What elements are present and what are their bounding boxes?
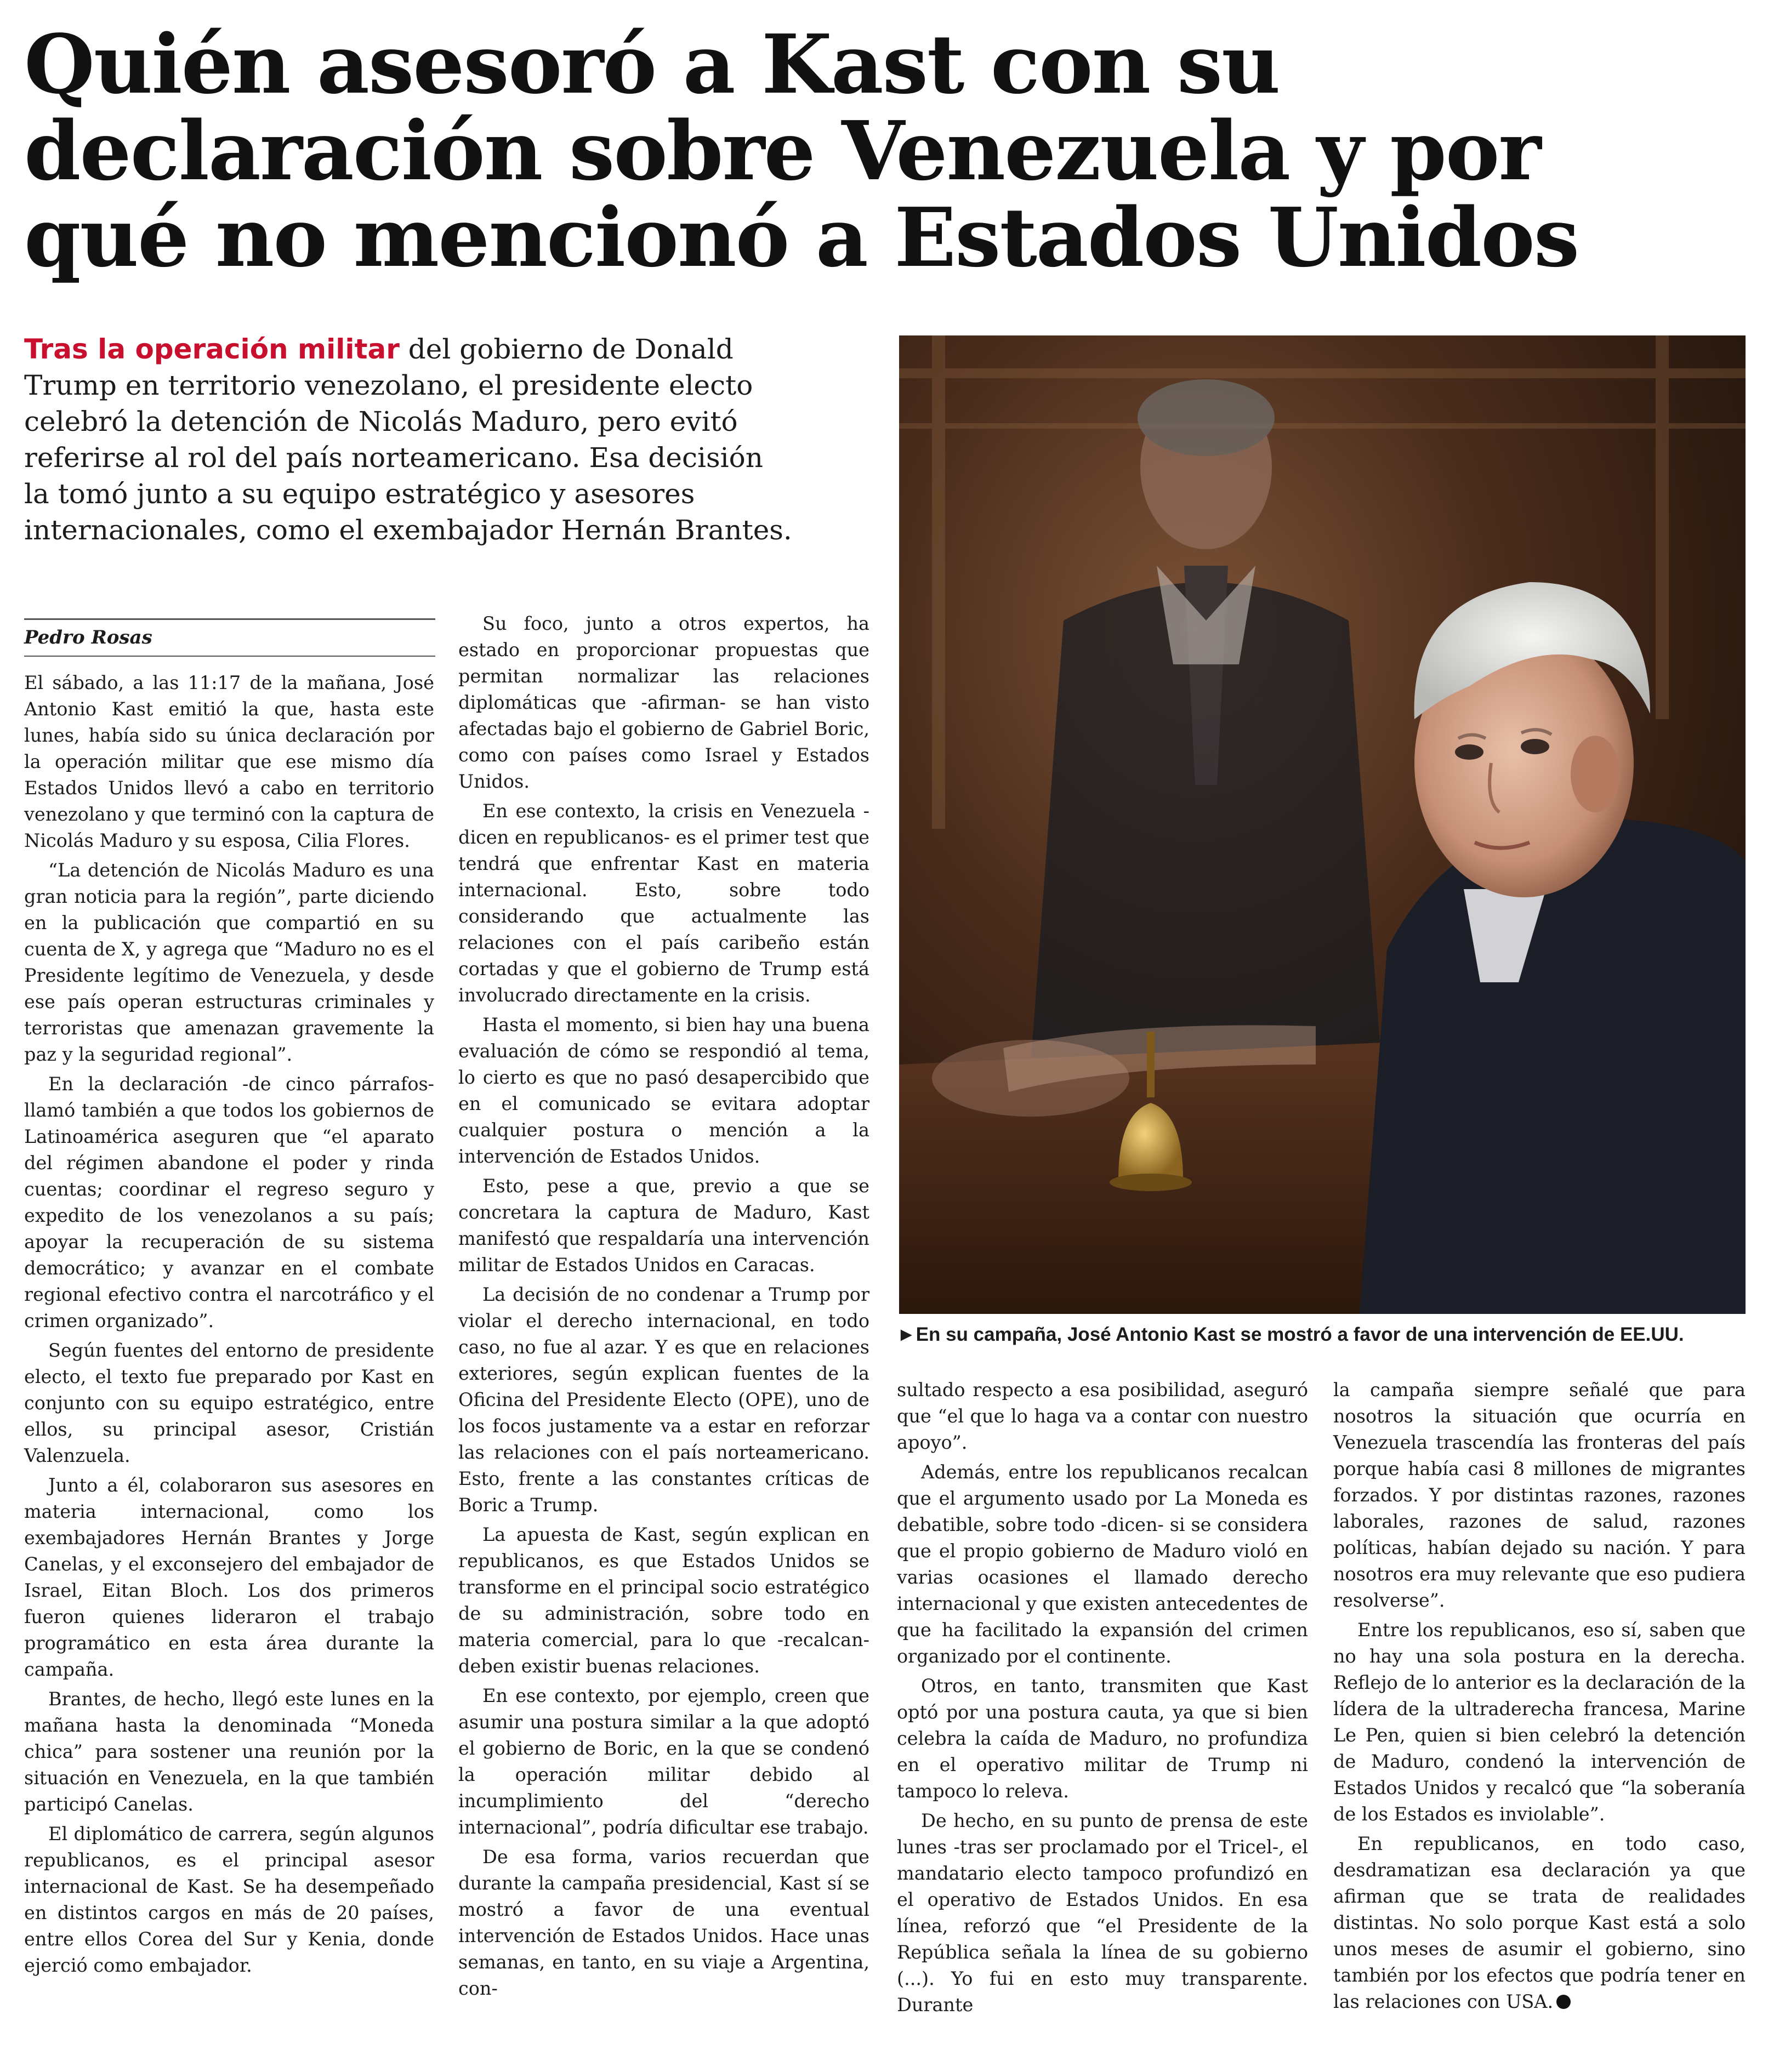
paragraph: La decisión de no condenar a Trump por violar el derecho internacional, en todo caso, no fue al azar. Y es que en relaciones exteriores, según explican fuentes de la Oficina del Presidente Electo (OPE), uno de los focos justamente va a estar en reforzar las relaciones con el país norteamericano. Esto, frente a las constantes críticas de Boric a Trump. bbox=[458, 1284, 869, 1516]
paragraph: En la declaración -de cinco párrafos- llamó también a que todos los gobiernos de Latinoamérica aseguren que “el aparato del régimen abandone el poder y rinda cuentas; coordinar el regreso seguro y expedito de los venezolanos a su país; apoyar la recuperación de su sistema democrático; y avanzar en el combate regional efectivo contra el narcotráfico y el crimen organizado”. bbox=[24, 1073, 434, 1331]
paragraph: Hasta el momento, si bien hay una buena evaluación de cómo se respondió al tema, lo cierto es que no pasó desapercibido que en el comunicado se evitara adoptar cualquier postura o mención a la intervención de Estados Unidos. bbox=[458, 1014, 869, 1167]
paragraph: Además, entre los republicanos recalcan que el argumento usado por La Moneda es debatible, sobre todo -dicen- si se considera que el propio gobierno de Maduro violó en varias ocasiones el llamado derecho internacional y que existen antecedentes de que ha facilitado la expansión del crimen organizado por el continente. bbox=[897, 1461, 1308, 1667]
paragraph bbox=[1333, 1831, 1746, 2015]
paragraph: Entre los republicanos, eso sí, saben que no hay una sola postura en la derecha. Reflejo de lo anterior es la declaración de la lídera de la ultraderecha francesa, Marine Le Pen, quien si bien celebró la detención de Maduro, condenó la intervención de Estados Unidos y recalcó que “la soberanía de los Estados es inviolable”. bbox=[1333, 1619, 1746, 1825]
lead-line: Trump en territorio venezolano, el presidente electo bbox=[24, 369, 753, 401]
lead-line bbox=[24, 331, 890, 367]
paragraph: la campaña siempre señalé que para nosotros la situación que ocurría en Venezuela trascendía las fronteras del país porque había casi 8 millones de migrantes forzados. Y por distintas razones, razones laborales, razones de salud, razones políticas, habían dejado su nación. Y para nosotros era muy relevante que eso pudiera resolverse”. bbox=[1333, 1379, 1746, 1611]
paragraph: sultado respecto a esa posibilidad, aseguró que “el que lo haga va a contar con nuestro apoyo”. bbox=[897, 1379, 1308, 1453]
headline-line: Quién asesoró a Kast con su bbox=[24, 16, 1280, 112]
paragraph: Junto a él, colaboraron sus asesores en materia internacional, como los exembajadores Hernán Brantes y Jorge Canelas, y el exconsejero del embajador de Israel, Eitan Bloch. Los dos primeros fueron quienes lideraron el trabajo programático en esta área durante la campaña. bbox=[24, 1475, 434, 1680]
headline-line: qué no mencionó a Estados Unidos bbox=[24, 190, 1579, 285]
article-column-3 bbox=[897, 1377, 1308, 2022]
headline bbox=[24, 16, 1756, 285]
article-column-2 bbox=[458, 611, 869, 2005]
lead-line: referirse al rol del país norteamericano. Esa decisión bbox=[24, 442, 763, 474]
news-photo bbox=[899, 335, 1746, 1314]
article-column-4 bbox=[1333, 1377, 1746, 2018]
article-column-1 bbox=[24, 670, 434, 1982]
paragraph: Brantes, de hecho, llegó este lunes en la mañana hasta la denominada “Moneda chica” para sostener una reunión por la situación en Venezuela, en la que también participó Canelas. bbox=[24, 1688, 434, 1815]
lead-line: la tomó junto a su equipo estratégico y asesores bbox=[24, 478, 695, 510]
paragraph: Esto, pese a que, previo a que se concretara la captura de Maduro, Kast manifestó que respaldaría una intervención militar de Estados Unidos en Caracas. bbox=[458, 1175, 869, 1276]
lead-line: celebró la detención de Nicolás Maduro, pero evitó bbox=[24, 406, 738, 437]
lead-line: internacionales, como el exembajador Hernán Brantes. bbox=[24, 514, 792, 546]
headline-line: declaración sobre Venezuela y por bbox=[24, 103, 1540, 198]
paragraph: En ese contexto, por ejemplo, creen que asumir una postura similar a la que adoptó el gobierno de Boric, en la que se condenó la operación militar debido al incumplimiento del “derecho internacional”, podría dificultar ese trabajo. bbox=[458, 1685, 869, 1838]
paragraph: Según fuentes del entorno de presidente electo, el texto fue preparado por Kast en conjunto con su equipo estratégico, entre ellos, su principal asesor, Cristián Valenzuela. bbox=[24, 1340, 434, 1466]
paragraph: De hecho, en su punto de prensa de este lunes -tras ser proclamado por el Tricel-, el mandatario electo tampoco profundizó en el operativo de Estados Unidos. En esa línea, reforzó que “el Presidente de la República señala la línea de su gobierno (...). Yo fui en esto muy transparente. Durante bbox=[897, 1810, 1308, 2016]
paragraph: El diplomático de carrera, según algunos republicanos, es el principal asesor internacional de Kast. Se ha desempeñado en distintos cargos en más de 20 países, entre ellos Corea del Sur y Kenia, donde ejerció como embajador. bbox=[24, 1823, 434, 1976]
byline: Pedro Rosas bbox=[24, 627, 152, 648]
lead-paragraph bbox=[24, 331, 890, 548]
paragraph: Otros, en tanto, transmiten que Kast optó por una postura cauta, ya que si bien celebra la caída de Maduro, no profundiza en el operativo militar de Trump ni tampoco lo releva. bbox=[897, 1675, 1308, 1802]
byline-bottom-rule bbox=[24, 656, 435, 657]
lead-kicker: Tras la operación militar bbox=[24, 333, 400, 365]
photo-illustration bbox=[899, 335, 1746, 1314]
paragraph: El sábado, a las 11:17 de la mañana, José Antonio Kast emitió la que, hasta este lunes, había sido su única declaración por la operación militar que ese mismo día Estados Unidos llevó a cabo en territorio venezolano y que terminó con la captura de Nicolás Maduro y su esposa, Cilia Flores. bbox=[24, 672, 434, 851]
paragraph: De esa forma, varios recuerdan que durante la campaña presidencial, Kast sí se mostró a favor de una eventual intervención de Estados Unidos. Hace unas semanas, en tanto, en su viaje a Argentina, con- bbox=[458, 1846, 869, 1999]
paragraph: Su foco, junto a otros expertos, ha estado en proporcionar propuestas que permitan normalizar las relaciones diplomáticas que -afirman- se han visto afectadas bajo el gobierno de Gabriel Boric, como con países como Israel y Estados Unidos. bbox=[458, 613, 869, 792]
paragraph: En ese contexto, la crisis en Venezuela -dicen en republicanos- es el primer test que tendrá que enfrentar Kast en materia internacional. Esto, sobre todo considerando que actualmente las relaciones con el país caribeño están cortadas y que el gobierno de Trump está involucrado directamente en la crisis. bbox=[458, 800, 869, 1006]
paragraph: La apuesta de Kast, según explican en republicanos, es que Estados Unidos se transforme en el principal socio estratégico de su administración, sobre todo en materia comercial, para lo que -recalcan- deben existir buenas relaciones. bbox=[458, 1524, 869, 1677]
end-of-article-icon bbox=[1556, 1995, 1571, 2009]
byline-top-rule bbox=[24, 618, 435, 620]
photo-caption: ►En su campaña, José Antonio Kast se mostró a favor de una intervención de EE.UU. bbox=[897, 1324, 1684, 1345]
paragraph: “La detención de Nicolás Maduro es una gran noticia para la región”, parte diciendo en la publicación que compartió en su cuenta de X, y agrega que “Maduro no es el Presidente legítimo de Venezuela, y desde ese país operan estructuras criminales y terroristas que amenazan gravemente la paz y la seguridad regional”. bbox=[24, 859, 434, 1065]
lead-line-rest: del gobierno de Donald bbox=[399, 333, 734, 365]
final-paragraph-text: En republicanos, en todo caso, desdramatizan esa declaración ya que afirman que se trata de realidades distintas. No solo porque Kast está a solo unos meses de asumir el gobierno, sino también por los efectos que podría tener en las relaciones con USA. bbox=[1333, 1833, 1746, 2012]
